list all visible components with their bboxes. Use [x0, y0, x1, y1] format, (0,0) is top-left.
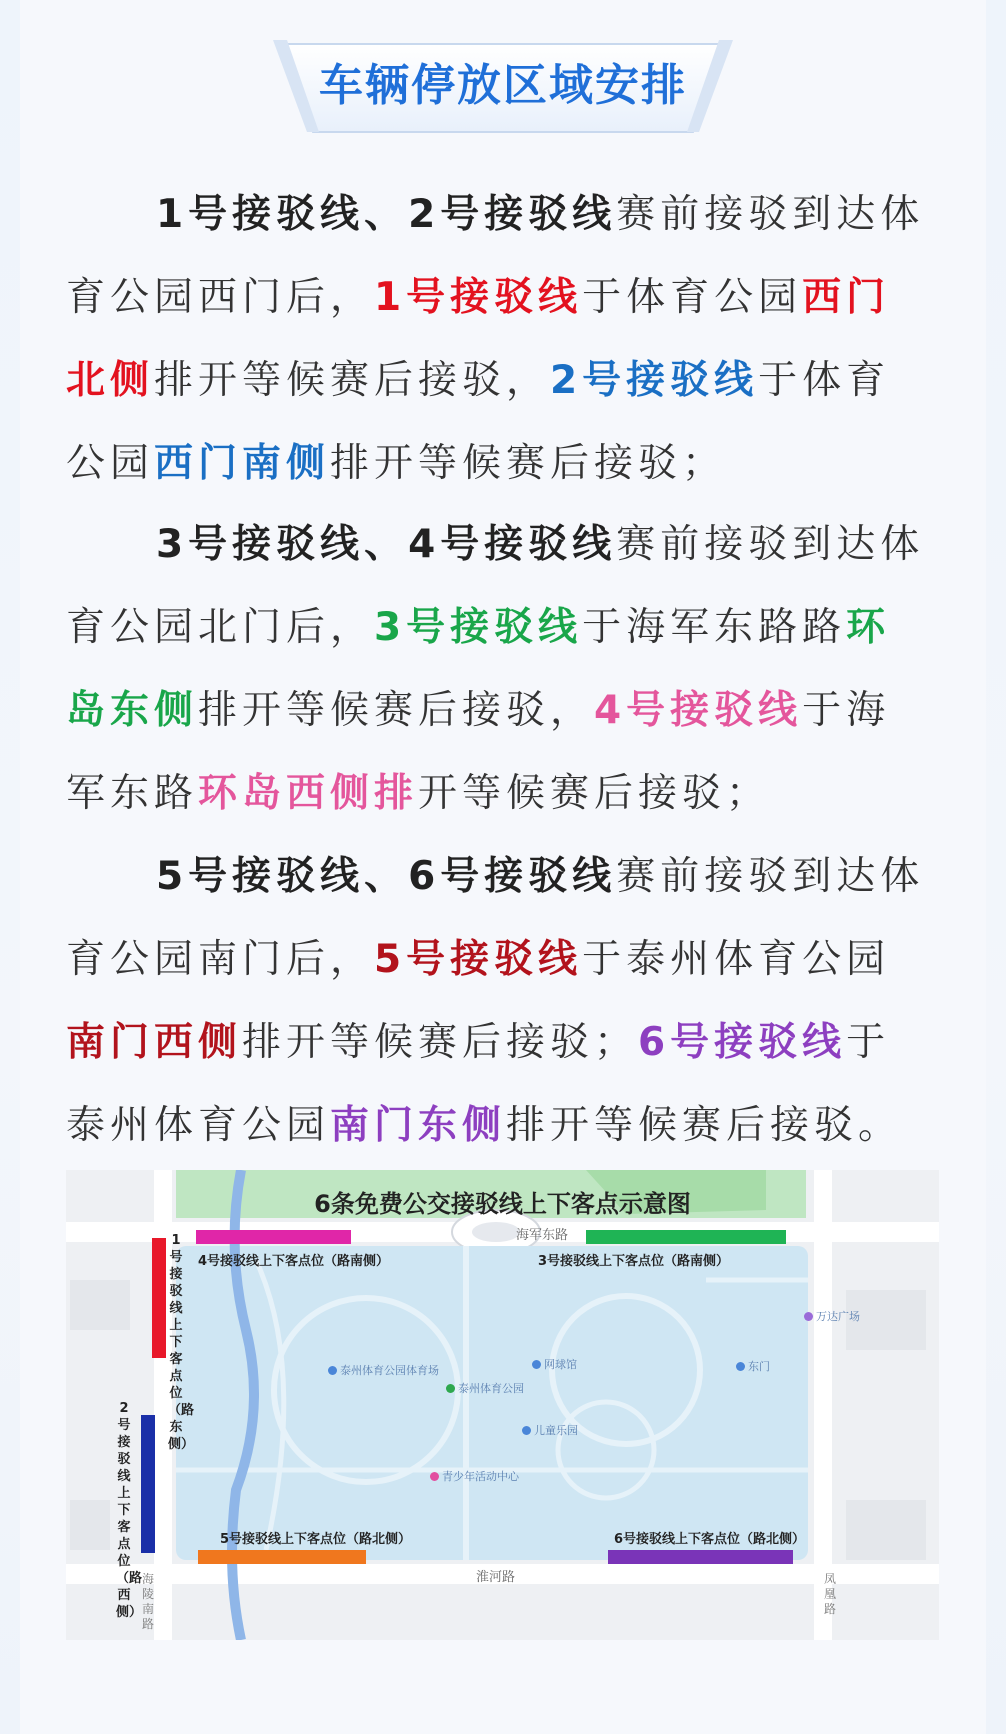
paragraph-line [66, 173, 946, 256]
body-text: 排开等候赛后接驳； [330, 441, 727, 486]
line3-stop-label: 3号接驳线上下客点位（路南侧） [538, 1254, 730, 1269]
body-text: 排开等候赛后接驳， [154, 358, 551, 403]
body-text: 军东路 [66, 771, 199, 816]
highlight-text: 1号接驳线、2号接驳线 [156, 192, 617, 237]
body-text: 排开等候赛后接驳。 [506, 1103, 903, 1148]
paragraph-line [66, 503, 946, 586]
body-text: 于海 [802, 688, 891, 733]
poi-east-gate: 东门 [736, 1358, 770, 1374]
body-text: 育公园南门后， [66, 937, 375, 982]
paragraph-line [66, 918, 946, 1001]
shuttle-stops-map [66, 1170, 939, 1640]
body-text: 于体育公园 [582, 275, 803, 320]
highlight-text: 西门 [802, 275, 891, 320]
road-south: 淮河路 [476, 1570, 516, 1585]
page-title: 车辆停放区域安排 [319, 60, 687, 111]
body-text: 育公园北门后， [66, 605, 375, 650]
line4-stop-label: 4号接驳线上下客点位（路南侧） [198, 1254, 390, 1269]
poi-tennis: 网球馆 [532, 1356, 577, 1372]
location-pin-icon [328, 1366, 337, 1375]
paragraph-west-gate [66, 173, 946, 505]
paragraph-line [66, 669, 946, 752]
highlight-text: 环 [846, 605, 891, 650]
body-text: 排开等候赛后接驳； [242, 1020, 639, 1065]
highlight-text: 西门南侧 [154, 441, 331, 486]
poi-park: 泰州体育公园 [446, 1380, 524, 1396]
highlight-text: 2号接驳线 [550, 358, 759, 403]
line2-stop-bar [141, 1415, 155, 1553]
body-text: 赛前接驳到达体 [616, 522, 925, 567]
road-east: 凤凰路 [824, 1572, 837, 1616]
body-text: 于海军东路路 [582, 605, 847, 650]
poi-plaza: 万达广场 [804, 1308, 860, 1324]
highlight-text: 3号接驳线 [374, 605, 583, 650]
title-banner [273, 36, 733, 136]
highlight-text: 岛东侧 [66, 688, 199, 733]
body-text: 于 [846, 1020, 891, 1065]
location-pin-icon [804, 1312, 813, 1321]
line1-stop-label: 1号接驳线上下客点位（路东侧） [168, 1233, 195, 1452]
body-text: 排开等候赛后接驳， [198, 688, 595, 733]
line3-stop-bar [586, 1230, 786, 1244]
highlight-text: 6号接驳线 [638, 1020, 847, 1065]
road-west: 海陵南路 [142, 1572, 155, 1631]
paragraph-line [66, 1084, 946, 1167]
line6-stop-bar [608, 1550, 793, 1564]
location-pin-icon [532, 1360, 541, 1369]
highlight-text: 4号接驳线 [594, 688, 803, 733]
line6-stop-label: 6号接驳线上下客点位（路北侧） [614, 1532, 806, 1547]
paragraph-line [66, 422, 946, 505]
line1-stop-bar [152, 1238, 166, 1358]
paragraph-line [66, 339, 946, 422]
highlight-text: 1号接驳线 [374, 275, 583, 320]
body-text: 于泰州体育公园 [582, 937, 891, 982]
body-text: 赛前接驳到达体 [616, 854, 925, 899]
body-text: 育公园西门后， [66, 275, 375, 320]
body-text: 公园 [66, 441, 155, 486]
body-text: 泰州体育公园 [66, 1103, 331, 1148]
location-pin-icon [446, 1384, 455, 1393]
body-text: 开等候赛后接驳； [418, 771, 771, 816]
highlight-text: 南门东侧 [330, 1103, 507, 1148]
paragraph-line [66, 835, 946, 918]
location-pin-icon [522, 1426, 531, 1435]
poi-stadium: 泰州体育公园体育场 [328, 1362, 439, 1378]
paragraph-line [66, 586, 946, 669]
highlight-text: 环岛西侧排 [198, 771, 419, 816]
body-text: 于体育 [758, 358, 891, 403]
highlight-text: 3号接驳线、4号接驳线 [156, 522, 617, 567]
paragraph-line [66, 752, 946, 835]
paragraph-line [66, 1001, 946, 1084]
highlight-text: 5号接驳线、6号接驳线 [156, 854, 617, 899]
body-text: 赛前接驳到达体 [616, 192, 925, 237]
paragraph-south-gate [66, 835, 946, 1167]
road-north: 海军东路 [516, 1228, 569, 1243]
line4-stop-bar [196, 1230, 351, 1244]
line2-stop-label: 2号接驳线上下客点位（路西侧） [116, 1401, 143, 1620]
highlight-text: 南门西侧 [66, 1020, 243, 1065]
map-title: 6条免费公交接驳线上下客点示意图 [314, 1190, 691, 1218]
location-pin-icon [430, 1472, 439, 1481]
location-pin-icon [736, 1362, 745, 1371]
paragraph-north-gate [66, 503, 946, 835]
highlight-text: 北侧 [66, 358, 155, 403]
highlight-text: 5号接驳线 [374, 937, 583, 982]
paragraph-line [66, 256, 946, 339]
poi-kids: 儿童乐园 [522, 1422, 578, 1438]
line5-stop-label: 5号接驳线上下客点位（路北侧） [220, 1532, 412, 1547]
line5-stop-bar [198, 1550, 366, 1564]
poi-youth: 青少年活动中心 [430, 1468, 519, 1484]
